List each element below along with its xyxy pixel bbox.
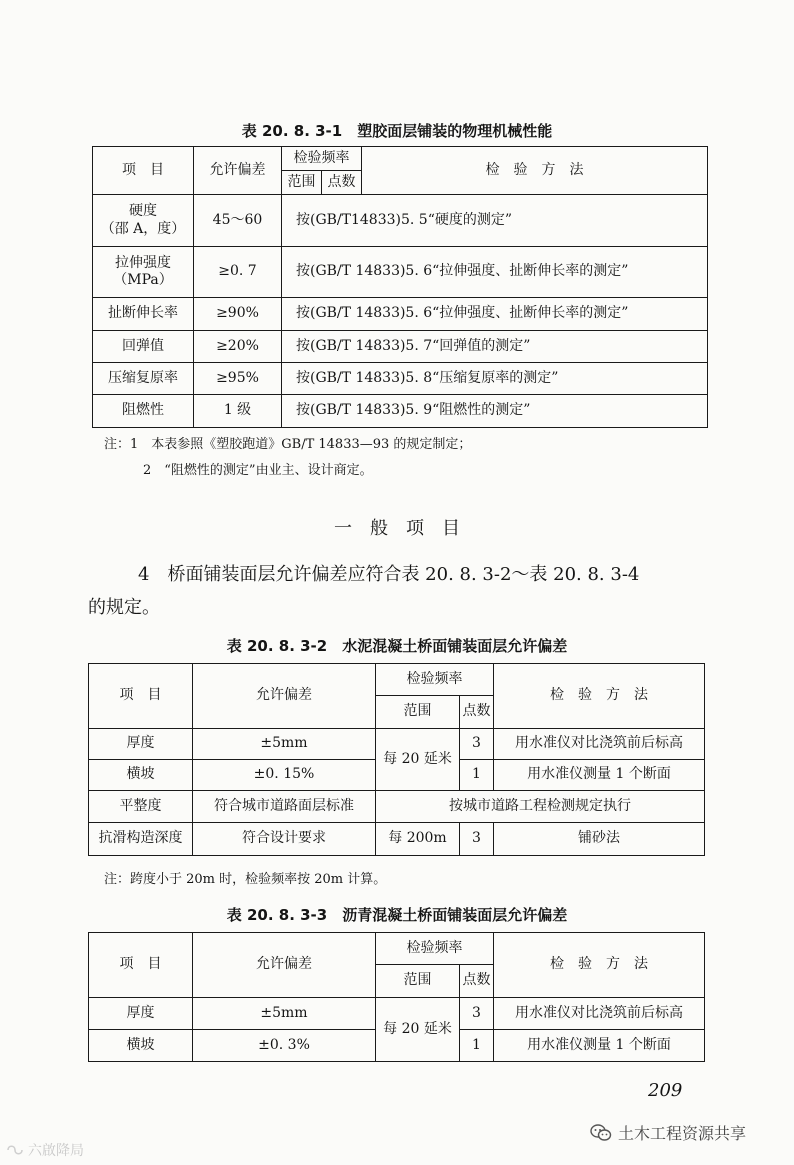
section-heading: 一 般 项 目 bbox=[334, 518, 460, 539]
t2-row3-item: 平整度 bbox=[89, 791, 193, 823]
paragraph-line2: 的规定。 bbox=[88, 597, 160, 618]
t2-note: 注：跨度小于 20m 时，检验频率按 20m 计算。 bbox=[104, 872, 387, 887]
t2-row2-method: 用水准仪测量 1 个断面 bbox=[494, 760, 705, 791]
t3-header-item: 项 目 bbox=[89, 933, 193, 998]
t1-row2-method: 按(GB/T 14833)5. 6“拉伸强度、扯断伸长率的测定” bbox=[282, 247, 708, 298]
wechat-icon bbox=[590, 1123, 612, 1143]
t1-row1-tolerance: 45～60 bbox=[194, 195, 282, 247]
t3-header-method: 检 验 方 法 bbox=[494, 933, 705, 998]
watermark-right-text: 土木工程资源共享 bbox=[618, 1124, 747, 1143]
t2-row4-points: 3 bbox=[460, 823, 494, 856]
t1-row5-tolerance: ≥95% bbox=[194, 363, 282, 395]
t1-header-item: 项 目 bbox=[93, 147, 194, 195]
t1-note-1: 注：1 本表参照《塑胶跑道》GB/T 14833—93 的规定制定； bbox=[104, 437, 472, 452]
t3-row2-method: 用水准仪测量 1 个断面 bbox=[494, 1030, 705, 1062]
t2-row1-range: 每 20 延米 bbox=[376, 729, 460, 791]
table1 bbox=[92, 146, 708, 428]
paragraph-line1: 4 桥面铺装面层允许偏差应符合表 20. 8. 3-2～表 20. 8. 3-4 bbox=[138, 564, 640, 585]
t2-row1-tolerance: ±5mm bbox=[193, 729, 376, 760]
t3-row2-item: 横坡 bbox=[89, 1030, 193, 1062]
t2-row1-points: 3 bbox=[460, 729, 494, 760]
t1-row6-tolerance: 1 级 bbox=[194, 395, 282, 428]
t1-row4-item: 回弹值 bbox=[93, 331, 194, 363]
page-number: 209 bbox=[648, 1080, 683, 1101]
t1-row3-method: 按(GB/T 14833)5. 6“拉伸强度、扯断伸长率的测定” bbox=[282, 298, 708, 331]
t1-header-method: 检 验 方 法 bbox=[362, 147, 708, 195]
t1-row2-item: 拉伸强度 （MPa） bbox=[93, 247, 194, 298]
t1-row4-method: 按(GB/T 14833)5. 7“回弹值的测定” bbox=[282, 331, 708, 363]
t1-row6-method: 按(GB/T 14833)5. 9“阻燃性的测定” bbox=[282, 395, 708, 428]
t2-header-tolerance: 允许偏差 bbox=[193, 664, 376, 729]
t1-row3-item: 扯断伸长率 bbox=[93, 298, 194, 331]
t1-row6-item: 阻燃性 bbox=[93, 395, 194, 428]
watermark-left bbox=[6, 1140, 84, 1160]
t2-header-points: 点数 bbox=[460, 696, 494, 729]
t1-header-range: 范围 bbox=[282, 171, 322, 195]
t1-row1-item: 硬度 （邵 A，度） bbox=[93, 195, 194, 247]
t2-row3-method: 按城市道路工程检测规定执行 bbox=[376, 791, 705, 823]
t2-row4-tolerance: 符合设计要求 bbox=[193, 823, 376, 856]
table2 bbox=[88, 663, 705, 856]
t1-row1-method: 按(GB/T14833)5. 5“硬度的测定” bbox=[282, 195, 708, 247]
t2-row2-points: 1 bbox=[460, 760, 494, 791]
t2-row4-range: 每 200m bbox=[376, 823, 460, 856]
t3-row2-tolerance: ±0. 3% bbox=[193, 1030, 376, 1062]
t1-row5-item: 压缩复原率 bbox=[93, 363, 194, 395]
t1-header-tolerance: 允许偏差 bbox=[194, 147, 282, 195]
t1-row2-tolerance: ≥0. 7 bbox=[194, 247, 282, 298]
t2-row1-item: 厚度 bbox=[89, 729, 193, 760]
t1-header-frequency: 检验频率 bbox=[282, 147, 362, 171]
t2-row2-item: 横坡 bbox=[89, 760, 193, 791]
table1-caption: 表 20. 8. 3-1 塑胶面层铺装的物理机械性能 bbox=[241, 122, 553, 140]
table3 bbox=[88, 932, 705, 1062]
t1-row5-method: 按(GB/T 14833)5. 8“压缩复原率的测定” bbox=[282, 363, 708, 395]
t3-header-tolerance: 允许偏差 bbox=[193, 933, 376, 998]
t3-row1-tolerance: ±5mm bbox=[193, 998, 376, 1030]
t1-row4-tolerance: ≥20% bbox=[194, 331, 282, 363]
t2-header-method: 检 验 方 法 bbox=[494, 664, 705, 729]
t2-header-frequency: 检验频率 bbox=[376, 664, 494, 696]
t3-row1-item: 厚度 bbox=[89, 998, 193, 1030]
t3-header-range: 范围 bbox=[376, 965, 460, 998]
t1-note-2: 2 “阻燃性的测定”由业主、设计商定。 bbox=[143, 463, 373, 478]
table3-caption: 表 20. 8. 3-3 沥青混凝土桥面铺装面层允许偏差 bbox=[226, 906, 568, 924]
t2-row4-item: 抗滑构造深度 bbox=[89, 823, 193, 856]
t2-row1-method: 用水准仪对比浇筑前后标高 bbox=[494, 729, 705, 760]
t3-row2-points: 1 bbox=[460, 1030, 494, 1062]
t2-header-range: 范围 bbox=[376, 696, 460, 729]
t2-row2-tolerance: ±0. 15% bbox=[193, 760, 376, 791]
t1-header-points: 点数 bbox=[322, 171, 362, 195]
t2-row3-tolerance: 符合城市道路面层标准 bbox=[193, 791, 376, 823]
t3-row1-range: 每 20 延米 bbox=[376, 998, 460, 1062]
logo-icon bbox=[6, 1143, 24, 1157]
t3-header-frequency: 检验频率 bbox=[376, 933, 494, 965]
t2-header-item: 项 目 bbox=[89, 664, 193, 729]
watermark-right bbox=[590, 1121, 746, 1144]
watermark-left-text: 六啟降局 bbox=[28, 1143, 84, 1159]
t3-row1-method: 用水准仪对比浇筑前后标高 bbox=[494, 998, 705, 1030]
t2-row4-method: 铺砂法 bbox=[494, 823, 705, 856]
t3-row1-points: 3 bbox=[460, 998, 494, 1030]
t1-row3-tolerance: ≥90% bbox=[194, 298, 282, 331]
table2-caption: 表 20. 8. 3-2 水泥混凝土桥面铺装面层允许偏差 bbox=[226, 637, 568, 655]
t3-header-points: 点数 bbox=[460, 965, 494, 998]
